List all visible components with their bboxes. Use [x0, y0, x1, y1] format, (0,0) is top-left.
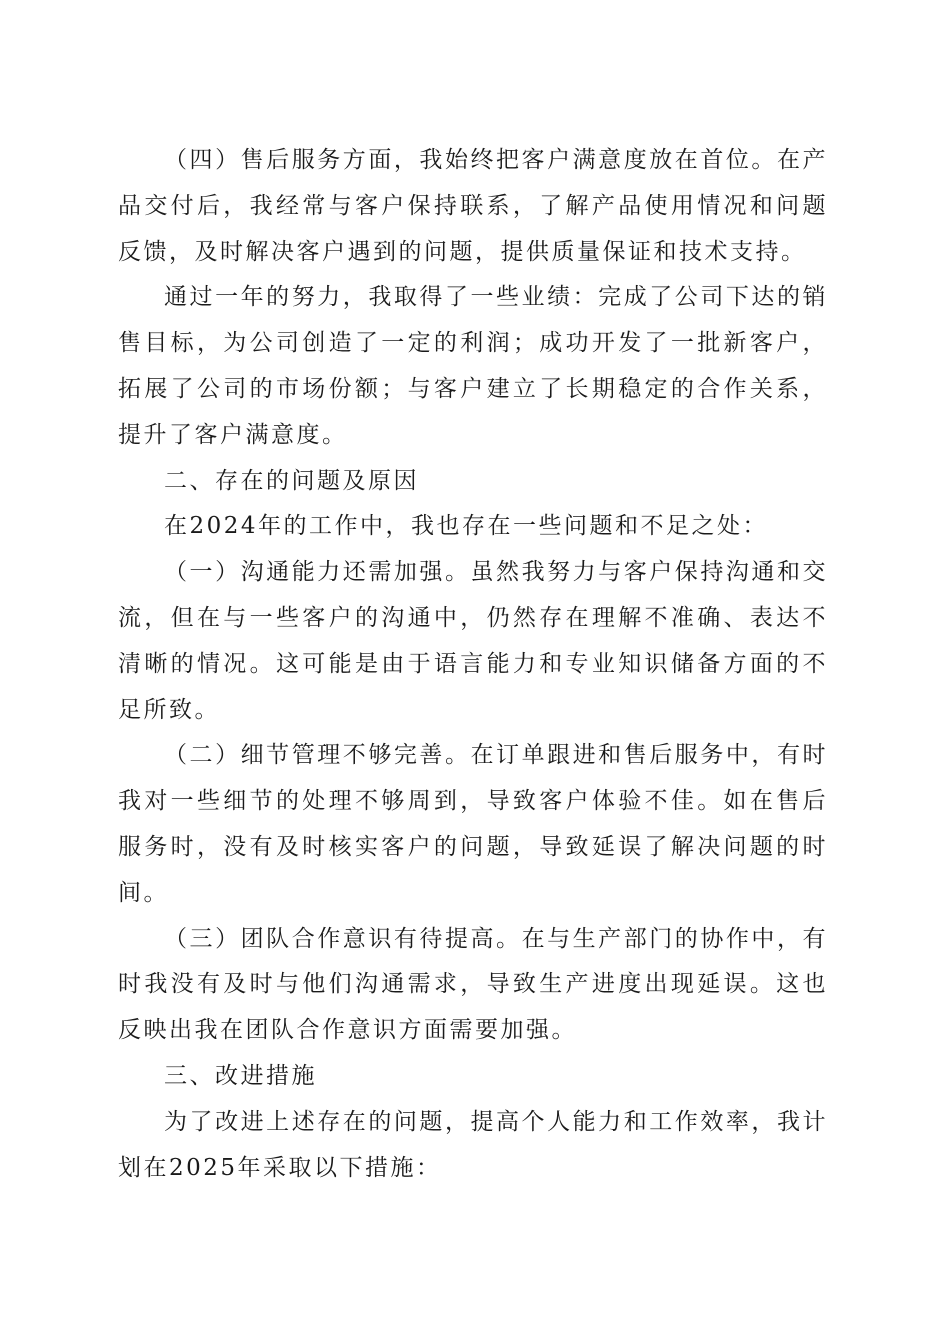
section-heading-problems: 二、存在的问题及原因	[164, 467, 419, 494]
paragraph-detail-management-body: 在订单跟进和售后服务中，有时我对一些细节的处理不够周到，导致客户体验不佳。如在售后服务时，没有及时核实客户的问题，导致延误了解决问题的时间。	[118, 742, 829, 906]
subheading-after-sales: （四）售后服务方面，我始终把客户满意度放在首位。	[164, 147, 777, 173]
paragraph-problems-intro: 在2024年的工作中，我也存在一些问题和不足之处：	[164, 513, 769, 540]
paragraph-after-sales	[118, 138, 828, 275]
paragraph-after-sales-body: 在产品交付后，我经常与客户保持联系，了解产品使用情况和问题反馈，及时解决客户遇到的问题，提供质量保证和技术支持。	[118, 147, 829, 265]
paragraph-achievements: 通过一年的努力，我取得了一些业绩：完成了公司下达的销售目标，为公司创造了一定的利润；成功开发了一批新客户，拓展了公司的市场份额；与客户建立了长期稳定的合作关系，提升了客户满意度。	[118, 284, 828, 448]
section-heading-improvements: 三、改进措施	[164, 1062, 317, 1089]
paragraph-detail-management	[118, 733, 828, 916]
paragraph-communication	[118, 550, 828, 733]
document-page	[118, 138, 828, 1191]
paragraph-teamwork	[118, 917, 828, 1054]
subheading-teamwork: （三）团队合作意识有待提高。	[164, 925, 522, 952]
paragraph-teamwork-body: 在与生产部门的协作中，有时我没有及时与他们沟通需求，导致生产进度出现延误。这也反映出我在团队合作意识方面需要加强。	[118, 925, 829, 1044]
paragraph-improvements-intro: 为了改进上述存在的问题，提高个人能力和工作效率，我计划在2025年采取以下措施：	[118, 1108, 828, 1181]
subheading-communication: （一）沟通能力还需加强。	[164, 559, 471, 586]
subheading-detail-management: （二）细节管理不够完善。	[164, 742, 471, 769]
paragraph-communication-body: 虽然我努力与客户保持沟通和交流，但在与一些客户的沟通中，仍然存在理解不准确、表达不清晰的情况。这可能是由于语言能力和专业知识储备方面的不足所致。	[118, 559, 829, 723]
